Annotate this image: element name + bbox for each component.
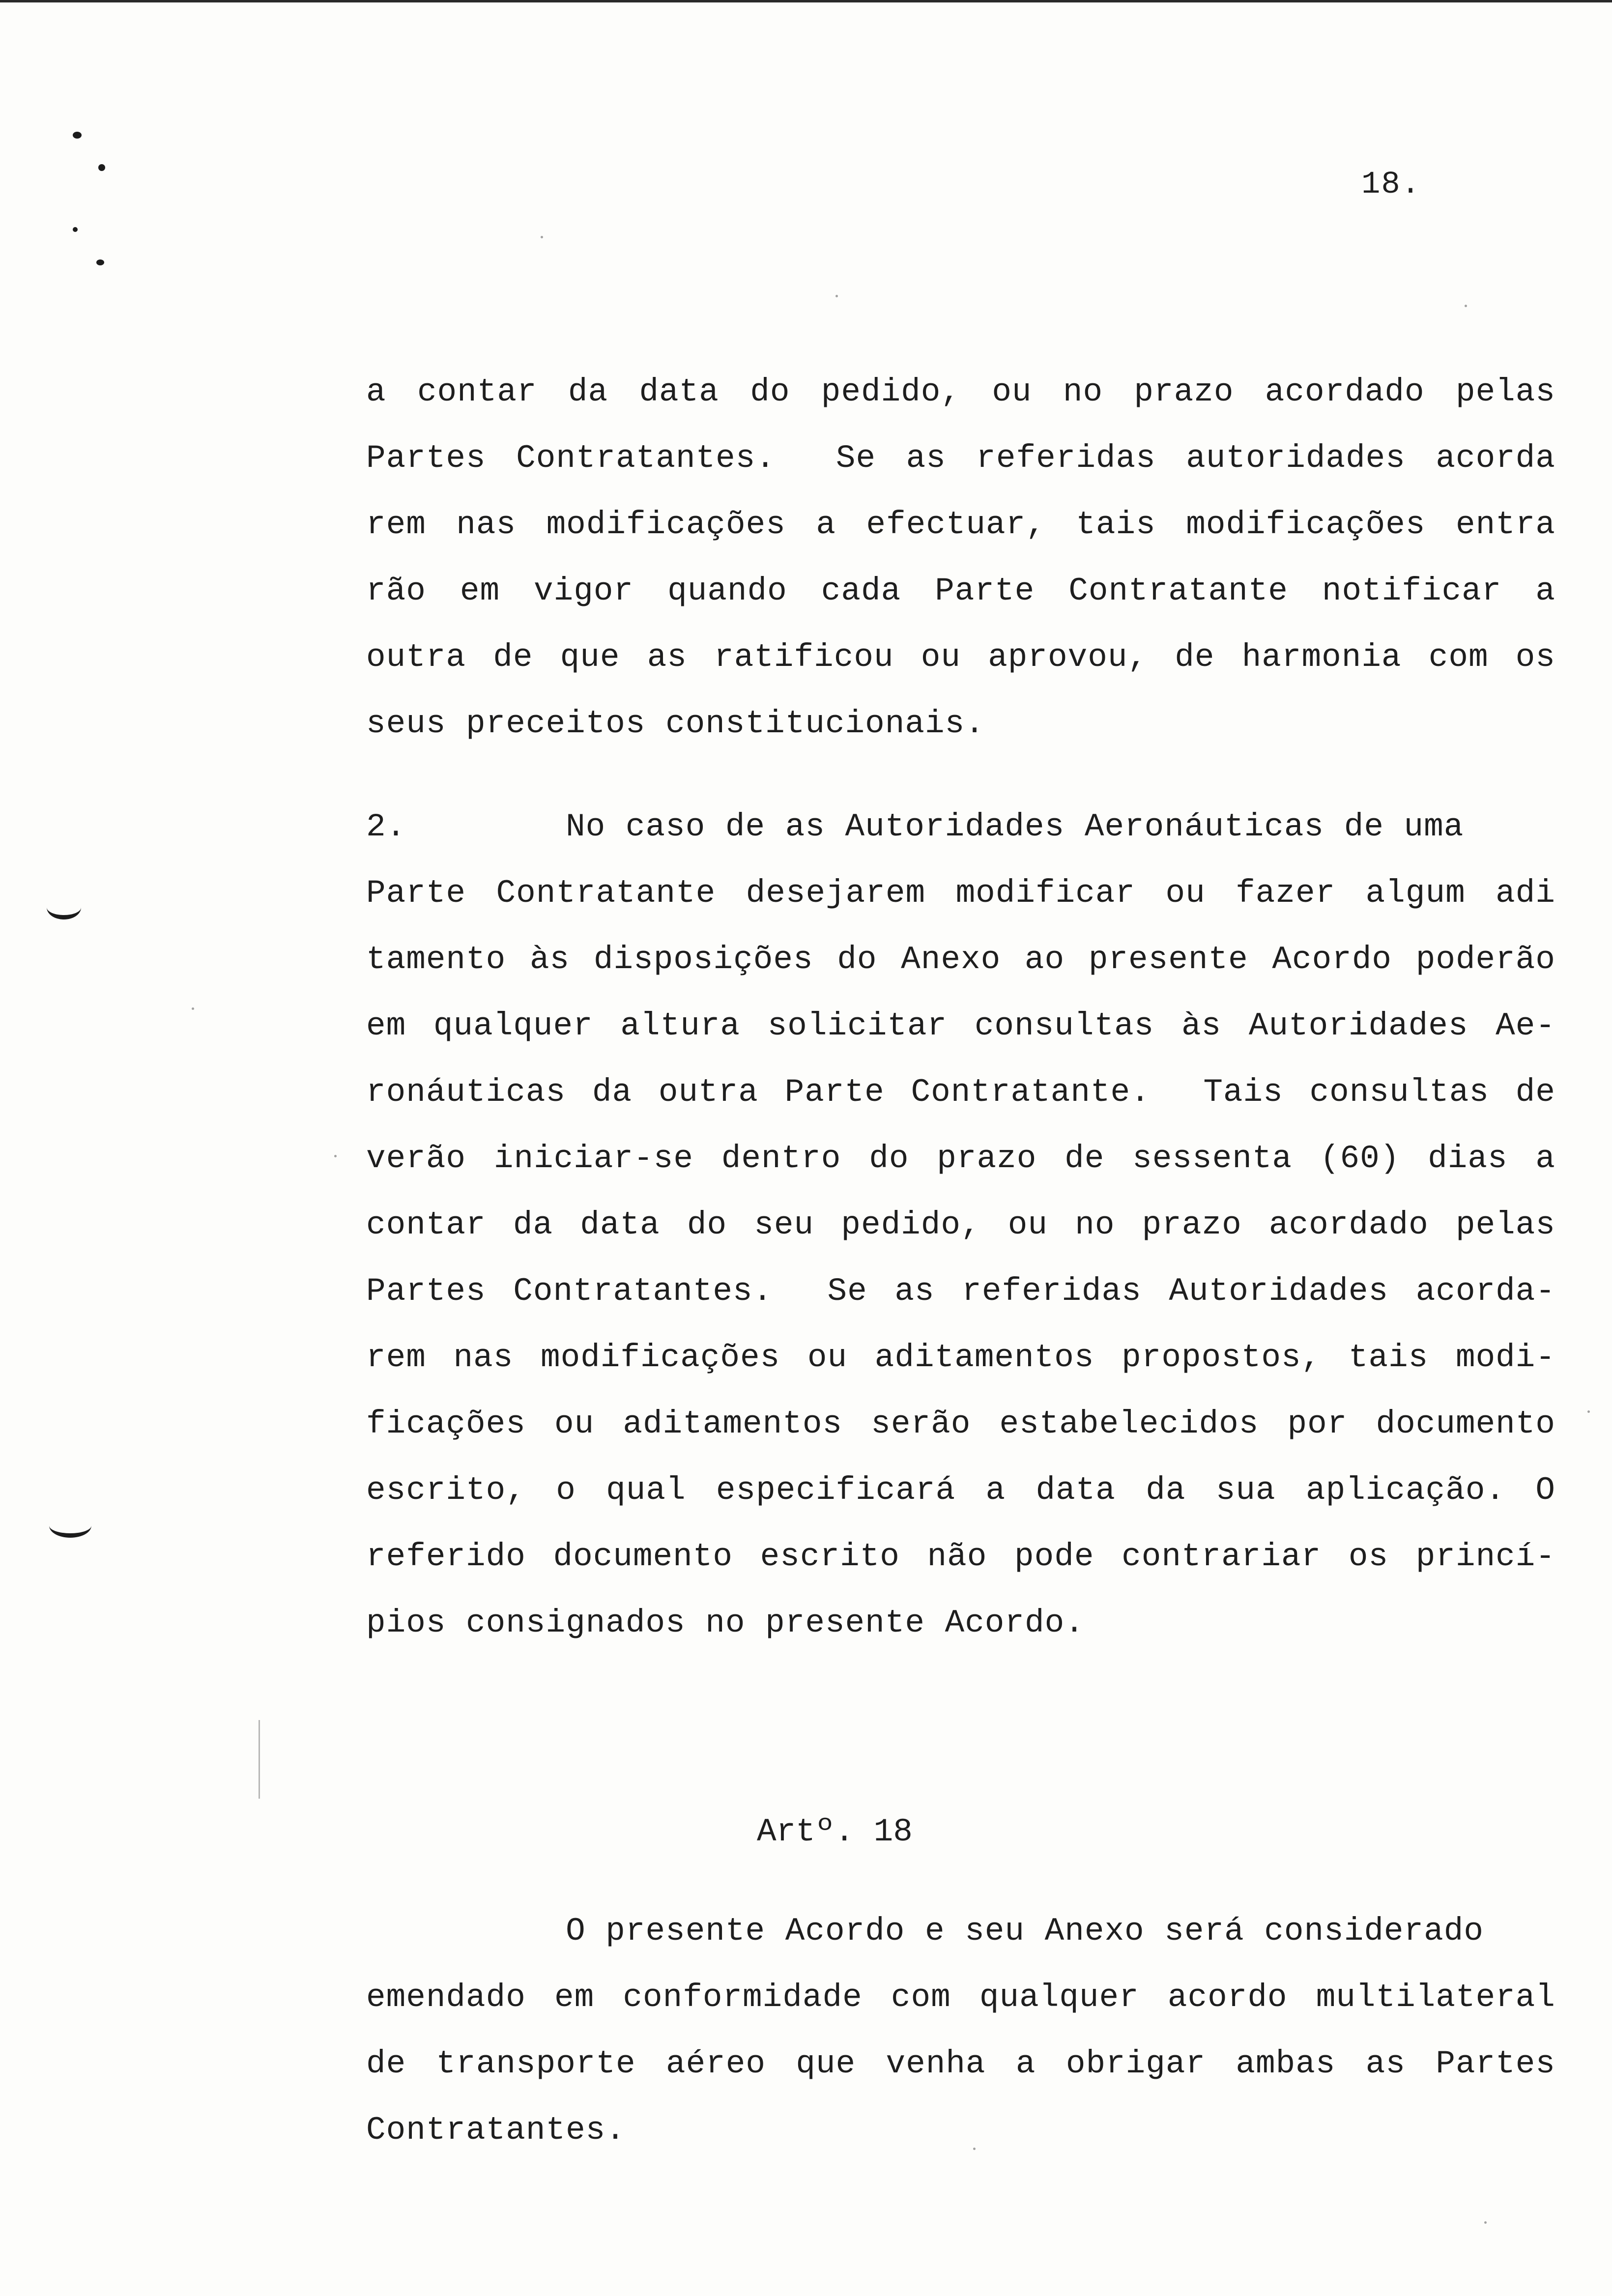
paragraph-2 (366, 794, 1555, 1656)
paragraph-continuation (366, 359, 1555, 757)
paper-speck (1587, 1410, 1590, 1413)
text-line: escrito, o qual especificará a data da sua aplicação. O (366, 1472, 1555, 1509)
page-top-edge (0, 0, 1612, 2)
article-heading: Artº. 18 (757, 1813, 913, 1850)
text-line: rão em vigor quando cada Parte Contratante notificar a (366, 573, 1555, 609)
text-line: a contar da data do pedido, ou no prazo acordado pelas (366, 373, 1555, 410)
text-line: referido documento escrito não pode contrariar os princí- (366, 1538, 1555, 1575)
paper-speck (541, 236, 543, 238)
paper-speck (192, 1007, 194, 1010)
text-line: tamento às disposições do Anexo ao presente Acordo poderão (366, 941, 1555, 978)
text-line: Partes Contratantes. Se as referidas autoridades acorda (366, 440, 1555, 477)
binding-mark (98, 164, 105, 171)
text-line: ficações ou aditamentos serão estabelecidos por documento (366, 1406, 1555, 1442)
text-line: rem nas modificações ou aditamentos propostos, tais modi- (366, 1339, 1555, 1376)
text-line: O presente Acordo e seu Anexo será considerado (366, 1913, 1484, 1950)
text-line: em qualquer altura solicitar consultas às Autoridades Ae- (366, 1007, 1555, 1044)
text-line: seus preceitos constitucionais. (366, 705, 985, 742)
binding-mark (73, 227, 78, 232)
text-line: pios consignados no presente Acordo. (366, 1605, 1085, 1641)
text-line: Partes Contratantes. Se as referidas Autoridades acorda- (366, 1273, 1555, 1310)
text-line: de transporte aéreo que venha a obrigar ambas as Partes (366, 2045, 1555, 2082)
text-line: verão iniciar-se dentro do prazo de sessenta (60) dias a (366, 1140, 1555, 1177)
text-line: outra de que as ratificou ou aprovou, de harmonia com os (366, 639, 1555, 676)
text-line: ronáuticas da outra Parte Contratante. Tais consultas de (366, 1074, 1555, 1111)
punch-hole-mark (49, 1514, 91, 1538)
text-line: 2. No caso de as Autoridades Aeronáuticas de uma (366, 808, 1464, 845)
margin-line (259, 1720, 260, 1799)
paper-speck (334, 1155, 337, 1157)
punch-hole-mark (47, 895, 81, 919)
page-number: 18. (1361, 167, 1421, 202)
binding-mark (73, 132, 82, 139)
text-line: Parte Contratante desejarem modificar ou fazer algum adi (366, 875, 1555, 912)
text-line: contar da data do seu pedido, ou no prazo acordado pelas (366, 1206, 1555, 1243)
text-line: rem nas modificações a efectuar, tais modificações entra (366, 506, 1555, 543)
text-line: Contratantes. (366, 2112, 626, 2149)
paper-speck (835, 295, 838, 297)
paper-speck (1484, 2221, 1487, 2224)
paper-speck (1465, 305, 1467, 307)
article-paragraph (366, 1898, 1555, 2163)
text-line: emendado em conformidade com qualquer acordo multilateral (366, 1979, 1555, 2016)
binding-mark (96, 259, 104, 265)
